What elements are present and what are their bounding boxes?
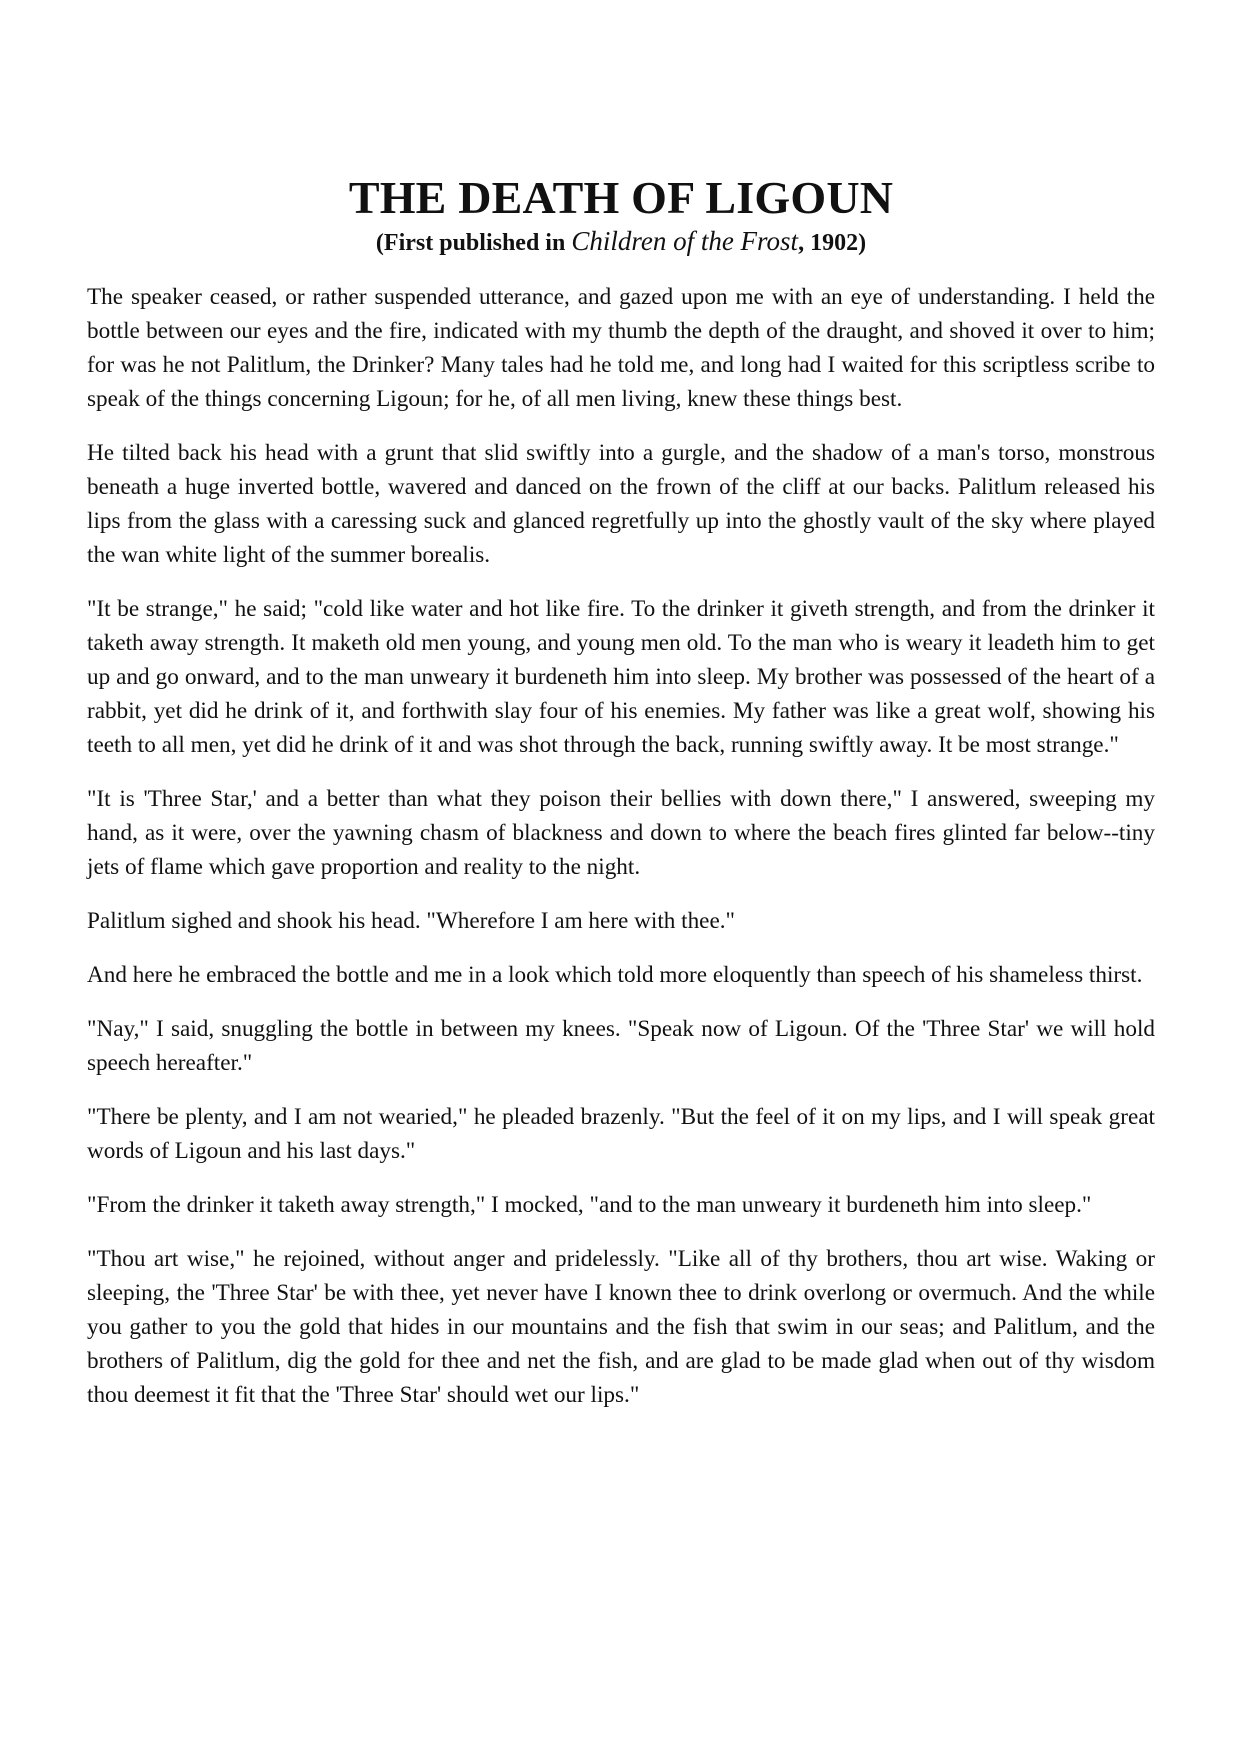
- paragraph: "It is 'Three Star,' and a better than what they poison their bellies with down there," I answered, sweeping my hand, as it were, over the yawning chasm of blackness and down to where the beach fires glinted far below--tiny jets of flame which gave proportion and reality to the night.: [87, 786, 1155, 880]
- paragraph: "It be strange," he said; "cold like water and hot like fire. To the drinker it giveth strength, and from the drinker it taketh away strength. It maketh old men young, and young men old. To the man who is weary it leadeth him to get up and go onward, and to the man unweary it burdeneth him into sleep. My brother was possessed of the heart of a rabbit, yet did he drink of it, and forthwith slay four of his enemies. My father was like a great wolf, showing his teeth to all men, yet did he drink of it and was shot through the back, running swiftly away. It be most strange.": [87, 596, 1155, 758]
- paragraph: Palitlum sighed and shook his head. "Wherefore I am here with thee.": [87, 908, 736, 934]
- paragraph: He tilted back his head with a grunt that slid swiftly into a gurgle, and the shadow of a man's torso, monstrous beneath a huge inverted bottle, wavered and danced on the frown of the cliff at our backs. Palitlum released his lips from the glass with a caressing suck and glanced regretfully up into the ghostly vault of the sky where played the wan white light of the summer borealis.: [87, 440, 1155, 568]
- paragraph: "Nay," I said, snuggling the bottle in between my knees. "Speak now of Ligoun. Of the 'Three Star' we will hold speech hereafter.": [87, 1016, 1155, 1076]
- publication-note-prefix: (First published in: [375, 230, 572, 256]
- publication-note: [87, 224, 1155, 260]
- story-title: THE DEATH OF LIGOUN: [348, 172, 894, 223]
- paragraph: And here he embraced the bottle and me in a look which told more eloquently than speech of his shameless thirst.: [87, 962, 1143, 988]
- document-page: [87, 172, 1155, 1432]
- paragraph: "There be plenty, and I am not wearied," he pleaded brazenly. "But the feel of it on my lips, and I will speak great words of Ligoun and his last days.": [87, 1104, 1155, 1164]
- book-title: Children of the Frost: [571, 226, 799, 256]
- paragraph: "Thou art wise," he rejoined, without anger and pridelessly. "Like all of thy brothers, thou art wise. Waking or sleeping, the 'Three Star' be with thee, yet never have I known thee to drink overlong or overmuch. And the while you gather to you the gold that hides in our mountains and the fish that swim in our seas; and Palitlum, and the brothers of Palitlum, dig the gold for thee and net the fish, and are glad to be made glad when out of thy wisdom thou deemest it fit that the 'Three Star' should wet our lips.": [87, 1246, 1155, 1408]
- publication-note-suffix: , 1902): [798, 230, 867, 256]
- paragraph: The speaker ceased, or rather suspended utterance, and gazed upon me with an eye of understanding. I held the bottle between our eyes and the fire, indicated with my thumb the depth of the draught, and shoved it over to him; for was he not Palitlum, the Drinker? Many tales had he told me, and long had I waited for this scriptless scribe to speak of the things concerning Ligoun; for he, of all men living, knew these things best.: [87, 284, 1155, 412]
- paragraph: "From the drinker it taketh away strength," I mocked, "and to the man unweary it burdeneth him into sleep.": [87, 1192, 1092, 1218]
